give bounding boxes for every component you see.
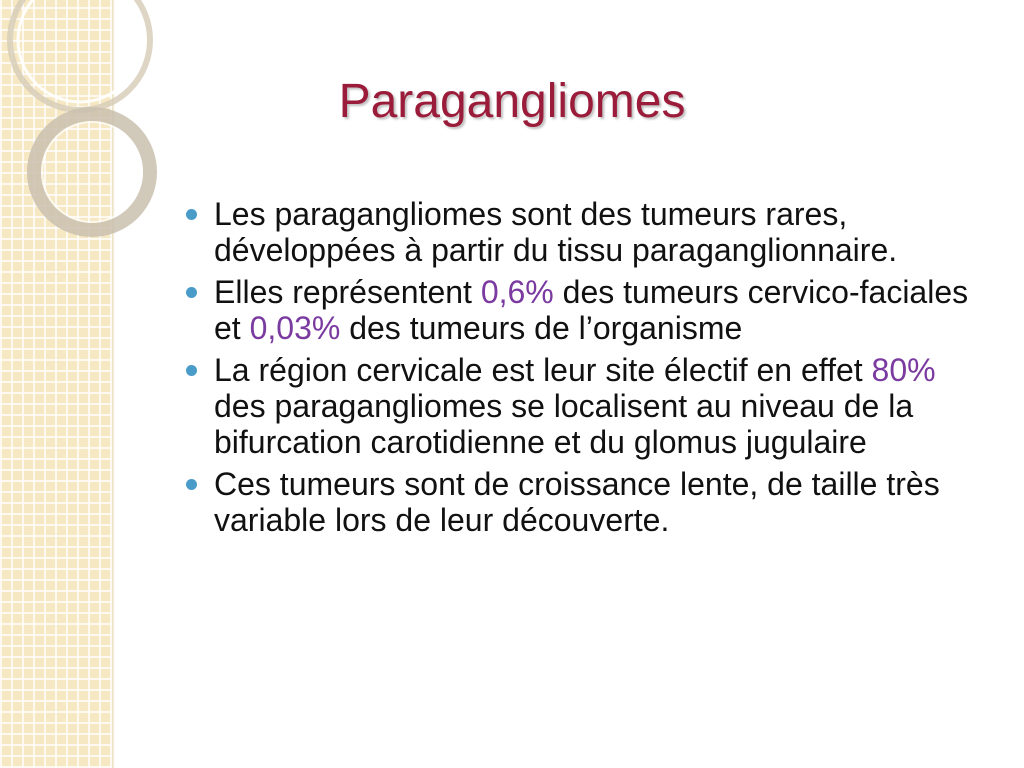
bullet-dot-icon [186,365,197,376]
bullet-text: Les paragangliomes sont des tumeurs rares, développées à partir du tissu paraganglionnaire. [214,196,898,268]
bullet-dot-icon [186,287,197,298]
highlight-value: 80% [871,352,936,388]
highlight-value: 0,6% [480,274,554,310]
bullet-item [186,274,996,346]
bullet-text: des paragangliomes se localisent au niveau de la bifurcation carotidienne et du glomus jugulaire [214,388,914,460]
slide-title: Paragangliomes [338,75,686,128]
bullet-text: Ces tumeurs sont de croissance lente, de taille très variable lors de leur découverte. [214,466,940,538]
bullet-dot-icon [186,479,197,490]
bullet-text: La région cervicale est leur site électif en effet [214,352,872,388]
bullet-item [186,466,996,538]
bullet-item [186,196,996,268]
highlight-value: 0,03% [249,310,341,346]
bullet-text: des tumeurs de l’organisme [340,310,743,346]
bullet-dot-icon [186,209,197,220]
bullet-text: Elles représentent [214,274,481,310]
decorative-rings [0,0,200,260]
bullet-list [186,196,996,544]
bullet-item [186,352,996,460]
bullet-text: des tumeurs cervico-faciales et [214,274,969,346]
